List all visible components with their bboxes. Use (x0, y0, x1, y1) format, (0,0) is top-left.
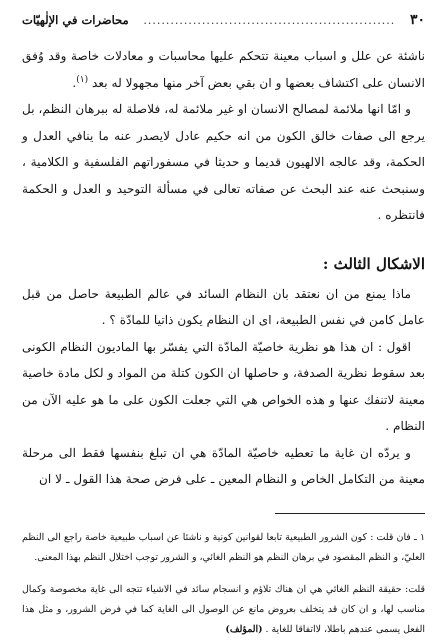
footnote-author: (المؤلف) (225, 623, 263, 635)
document-page (22, 12, 425, 635)
section-paragraph-3: و يردّه ان غاية ما تعطيه خاصيّة المادّة هي ان تبلغ بنفسها فقط الى مرحلة معينة من التكامل الخاص و النظام المعين ـ على فرض صحة هذا القول ـ لا ان (22, 445, 425, 486)
page-header (22, 12, 425, 39)
running-title: محاضرات في الإلٰهيّات (22, 13, 129, 27)
paragraph-1: ناشئة عن علل و اسباب معينة تتحكم عليها محاسبات و معادلات خاصة وقد وُفق الانسان على اكتشاف بعضها و ان بقي بعض آخر منها مجهولا له بعد $^{(١)}$. (22, 49, 425, 90)
footnotes (22, 528, 425, 640)
section-paragraph-2: اقول : ان هذا هو نظرية خاصيّة المادّة التي يفسّر بها الماديون النظام الكونى بعد سقوط نظرية الصدفة، و حاصلها ان الكون كتلة من المواد و لكل مادة خاصية معينة لاتنفك عنها و هذه الخواص هي التي جعلت الكون على ما هو عليه الآن من النظام . (22, 339, 425, 433)
page-number: ٣٠ (409, 12, 425, 28)
footnote-2-text: قلت: حقيقة النظم الغائي هي ان هناك تلاؤم و انسجام سائد في الاشياء تتجه الى غاية مخصوصة وكمال مناسب لها، و ان كان قد يتخلف بعروض مانع عن الوصول الى الغاية كما في فرض الشرور، و مثل هذا الفعل يسمى عندهم باطلا، لااتفاقا للغاية . (22, 583, 425, 635)
section-title: الاشكال الثالث : (322, 254, 425, 273)
footnote-1: ١ ـ فان قلت : كون الشرور الطبيعية تابعا لقوانين كونية و ناشئا عن اسباب طبيعية خاصة راجع الى النظم العليّ، و النظم المقصود في برهان النظم هو النظم الغائي، و الشرور توجب اختلال النظم بهذا المعنى. (22, 531, 425, 563)
footnote-reference[interactable]: (١) (76, 74, 89, 85)
paragraph-1-text: ناشئة عن علل و اسباب معينة تتحكم عليها محاسبات و معادلات خاصة وقد وُفق الانسان على اكتشاف بعضها و ان بقي بعض آخر منها مجهولا له بعد (22, 49, 425, 90)
paragraph-2: و امّا انها ملائمة لمصالح الانسان او غير ملائمة له، فلاصلة له ببرهان النظم، بل يرجع الى صفات خالق الكون من انه حكيم عادل لايصدر عنه ما ينافي العدل و الحكمة، وقد عالجه الالهيون قديما و حديثا في مسفوراتهم الفلسفية و الكلامية ، وسنبحث عنه عند البحث عن صفاته تعالى في مسألة التوحيد و العدل و الحكمة فانتظره . (22, 102, 425, 222)
footnote-2 (22, 580, 425, 640)
body-text (22, 43, 425, 493)
section-paragraph-1: ماذا يمنع من ان نعتقد بان النظام السائد في عالم الطبيعة حاصل من قبل عامل كامن في نفس الطبيعة، اى ان النظام يكون ذاتيا للمادّة ؟ . (22, 286, 425, 327)
footnote-separator (275, 513, 425, 514)
header-leader-dots: ........................................................ (143, 14, 396, 27)
